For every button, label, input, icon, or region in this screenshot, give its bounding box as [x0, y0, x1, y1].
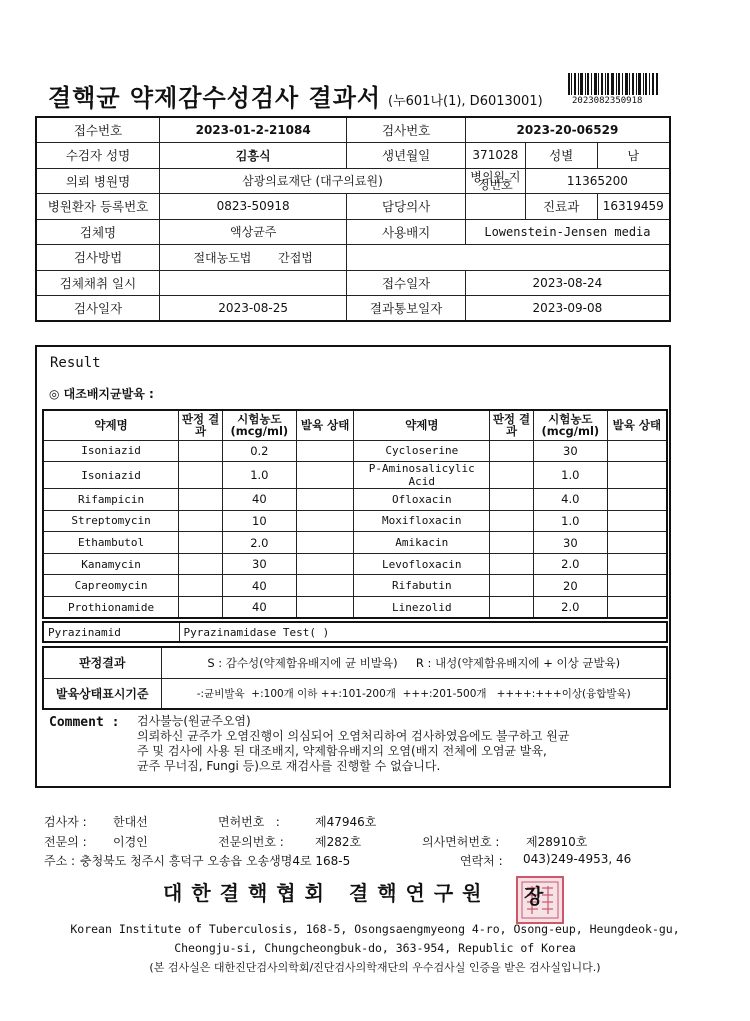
judgement-cell — [490, 510, 534, 532]
drug-name: Streptomycin — [43, 510, 179, 532]
col-growth-2: 발육 상태 — [607, 410, 667, 440]
judgement-cell — [179, 489, 223, 511]
address: 충청북도 청주시 흥덕구 오송읍 오송생명4로 168-5 — [80, 854, 351, 868]
organization-name: 대한결핵협회 결핵연구원 — [163, 881, 491, 905]
drug-row — [43, 489, 667, 511]
address-en-line-2: Cheongju-si, Chungcheongbuk-do, 363-954, Republic of Korea — [174, 941, 576, 955]
test-no: 2023-20-06529 — [465, 117, 670, 143]
drug-name: Ethambutol — [43, 532, 179, 554]
document-title: 결핵균 약제감수성검사 결과서 — [48, 83, 382, 112]
col-drug-name: 약제명 — [43, 410, 179, 440]
concentration-cell: 20 — [533, 575, 607, 597]
examiner-label: 검사자 : — [44, 815, 87, 829]
doctor-license-label: 의사면허번호 : — [422, 835, 500, 849]
drug-name: Isoniazid — [43, 440, 179, 462]
drug-susceptibility-table — [42, 409, 668, 619]
specialist-name: 이경인 — [113, 835, 148, 849]
method-empty — [347, 245, 670, 271]
comment-line: 균주 무너짐, Fungi 등)으로 재검사를 진행할 수 없습니다. — [137, 759, 441, 773]
col-drug-name-2: 약제명 — [354, 410, 490, 440]
contact: 043)249-4953, 46 — [523, 852, 632, 866]
growth-cell — [296, 510, 354, 532]
growth-cell — [607, 510, 667, 532]
judgement-cell — [490, 553, 534, 575]
judgement-cell — [179, 532, 223, 554]
doctor-name — [465, 194, 525, 220]
judgement-cell — [179, 440, 223, 462]
dept-label: 진료과 — [525, 194, 597, 220]
org-name-last-char: 장 — [524, 884, 544, 908]
concentration-cell: 40 — [222, 489, 296, 511]
drug-name: Capreomycin — [43, 575, 179, 597]
growth-criteria: -:균비발육 +:100개 이하 ++:101-200개 +++:201-500개 ++++:+++이상(융합발육) — [161, 678, 667, 709]
drug-row — [43, 553, 667, 575]
drug-name: Kanamycin — [43, 553, 179, 575]
certification-note: (본 검사실은 대한진단검사의학회/진단검사의학재단의 우수검사실 인증을 받은 검사실입니다.) — [149, 961, 601, 974]
drug-name: Cycloserine — [354, 440, 490, 462]
growth-cell — [296, 597, 354, 619]
judgement-cell — [490, 462, 534, 489]
concentration-cell: 2.0 — [533, 553, 607, 575]
specialist-no-label: 전문의번호 : — [218, 835, 284, 849]
test-date: 2023-08-25 — [160, 296, 347, 322]
judge-criteria — [161, 647, 667, 678]
control-growth-label: ◎ 대조배지균발육 : — [49, 387, 154, 401]
address-label: 주소 : — [44, 854, 76, 868]
growth-cell — [607, 532, 667, 554]
growth-cell — [296, 553, 354, 575]
concentration-cell: 10 — [222, 510, 296, 532]
judgement-cell — [490, 532, 534, 554]
license-no: 제47946호 — [315, 815, 377, 829]
growth-cell — [607, 553, 667, 575]
test-date-label: 검사일자 — [36, 296, 160, 322]
collect-date-label: 검체채취 일시 — [36, 270, 160, 296]
method-value — [160, 245, 347, 271]
comment-line: 검사불능(원균주오염) — [137, 714, 251, 728]
judge-r: R : 내성(약제함유배지에 + 이상 균발육) — [415, 655, 621, 670]
barcode-number: 2023082350918 — [572, 96, 643, 106]
specialist-label: 전문의 : — [44, 835, 87, 849]
license-label: 면허번호 : — [218, 815, 280, 829]
birth-date: 371028 — [465, 143, 525, 169]
col-judgement-2: 판정 결과 — [490, 410, 534, 440]
receipt-no-label: 접수번호 — [36, 117, 160, 143]
test-no-label: 검사번호 — [347, 117, 466, 143]
growth-cell — [607, 597, 667, 619]
medium-name: Lowenstein-Jensen media — [465, 219, 670, 245]
drug-name: Rifampicin — [43, 489, 179, 511]
doctor-label: 담당의사 — [347, 194, 466, 220]
patient-name-label: 수검자 성명 — [36, 143, 160, 169]
specimen-name: 액상균주 — [160, 219, 347, 245]
contact-label: 연락처 : — [460, 854, 503, 868]
col-concentration: 시험농도 (mcg/ml) — [222, 410, 296, 440]
drug-row — [43, 532, 667, 554]
col-concentration-2: 시험농도 (mcg/ml) — [533, 410, 607, 440]
concentration-cell: 40 — [222, 575, 296, 597]
judgement-cell — [490, 440, 534, 462]
judgement-cell — [179, 553, 223, 575]
method-label: 검사방법 — [36, 245, 160, 271]
pza-value: Pyrazinamidase Test( ) — [179, 622, 667, 642]
concentration-cell: 1.0 — [533, 462, 607, 489]
inst-code-label: 병의원 지정번호 — [465, 168, 525, 194]
drug-name: P-Aminosalicylic Acid — [354, 462, 490, 489]
judgement-cell — [490, 597, 534, 619]
patient-info-table — [35, 116, 671, 322]
specimen-label: 검체명 — [36, 219, 160, 245]
comment-line: 주 및 검사에 사용 된 대조배지, 약제함유배지의 오염(배지 전체에 오염균 발육, — [137, 744, 547, 758]
receive-date: 2023-08-24 — [465, 270, 670, 296]
result-title: Result — [50, 355, 101, 371]
drug-name: Ofloxacin — [354, 489, 490, 511]
judgement-cell — [490, 575, 534, 597]
comment-label: Comment : — [49, 715, 120, 730]
pza-label: Pyrazinamid — [43, 622, 179, 642]
drug-name: Prothionamide — [43, 597, 179, 619]
examiner-name: 한대선 — [113, 815, 148, 829]
patient-name: 김흥식 — [160, 143, 347, 169]
doctor-license-no: 제28910호 — [526, 835, 588, 849]
criteria-table — [42, 646, 668, 710]
sex-label: 성별 — [525, 143, 597, 169]
receive-date-label: 접수일자 — [347, 270, 466, 296]
judgement-cell — [179, 462, 223, 489]
judge-label: 판정결과 — [43, 647, 161, 678]
birth-label: 생년월일 — [347, 143, 466, 169]
document-code: (누601나(1), D6013001) — [388, 94, 543, 109]
judgement-cell — [179, 575, 223, 597]
growth-cell — [607, 462, 667, 489]
report-date: 2023-09-08 — [465, 296, 670, 322]
collect-date — [160, 270, 347, 296]
concentration-cell: 40 — [222, 597, 296, 619]
inst-code: 11365200 — [525, 168, 670, 194]
comment-text — [137, 714, 657, 774]
col-growth: 발육 상태 — [296, 410, 354, 440]
concentration-cell: 1.0 — [533, 510, 607, 532]
drug-name: Isoniazid — [43, 462, 179, 489]
specialist-no: 제282호 — [315, 835, 362, 849]
drug-row — [43, 440, 667, 462]
growth-cell — [296, 532, 354, 554]
col-judgement: 판정 결과 — [179, 410, 223, 440]
pyrazinamide-row — [42, 621, 668, 643]
result-section — [35, 345, 671, 788]
drug-row — [43, 462, 667, 489]
address-en-line-1: Korean Institute of Tuberculosis, 168-5, Osongsaengmyeong 4-ro, Osong-eup, Heungdeok-gu, — [70, 922, 680, 936]
concentration-cell: 30 — [222, 553, 296, 575]
judge-s: S : 감수성(약제함유배지에 균 비발육) — [207, 655, 398, 670]
barcode-icon — [568, 73, 658, 95]
growth-label: 발육상태표시기준 — [43, 678, 161, 709]
drug-name: Moxifloxacin — [354, 510, 490, 532]
method-indirect: 간접법 — [278, 250, 313, 265]
concentration-cell: 2.0 — [533, 597, 607, 619]
drug-row — [43, 575, 667, 597]
growth-cell — [296, 489, 354, 511]
receipt-no: 2023-01-2-21084 — [160, 117, 347, 143]
method-absolute: 절대농도법 — [193, 250, 252, 265]
concentration-cell: 30 — [533, 532, 607, 554]
judgement-cell — [179, 597, 223, 619]
growth-cell — [607, 440, 667, 462]
dept-value: 16319459 — [597, 194, 670, 220]
drug-name: Amikacin — [354, 532, 490, 554]
report-date-label: 결과통보일자 — [347, 296, 466, 322]
hospital-name: 삼광의료재단 (대구의료원) — [160, 168, 466, 194]
concentration-cell: 2.0 — [222, 532, 296, 554]
judgement-cell — [179, 510, 223, 532]
comment-line: 의뢰하신 균주가 오염진행이 의심되어 오염처리하여 검사하였음에도 불구하고 원균 — [137, 729, 570, 743]
drug-row — [43, 510, 667, 532]
growth-cell — [296, 462, 354, 489]
judgement-cell — [490, 489, 534, 511]
concentration-cell: 4.0 — [533, 489, 607, 511]
growth-cell — [607, 575, 667, 597]
sex-value: 남 — [597, 143, 670, 169]
drug-name: Levofloxacin — [354, 553, 490, 575]
concentration-cell: 30 — [533, 440, 607, 462]
growth-cell — [607, 489, 667, 511]
growth-cell — [296, 575, 354, 597]
medium-label: 사용배지 — [347, 219, 466, 245]
growth-cell — [296, 440, 354, 462]
drug-name: Linezolid — [354, 597, 490, 619]
drug-row — [43, 597, 667, 619]
reg-no-label: 병원환자 등록번호 — [36, 194, 160, 220]
drug-table-header — [43, 410, 667, 440]
drug-name: Rifabutin — [354, 575, 490, 597]
concentration-cell: 1.0 — [222, 462, 296, 489]
hospital-label: 의뢰 병원명 — [36, 168, 160, 194]
reg-no: 0823-50918 — [160, 194, 347, 220]
concentration-cell: 0.2 — [222, 440, 296, 462]
